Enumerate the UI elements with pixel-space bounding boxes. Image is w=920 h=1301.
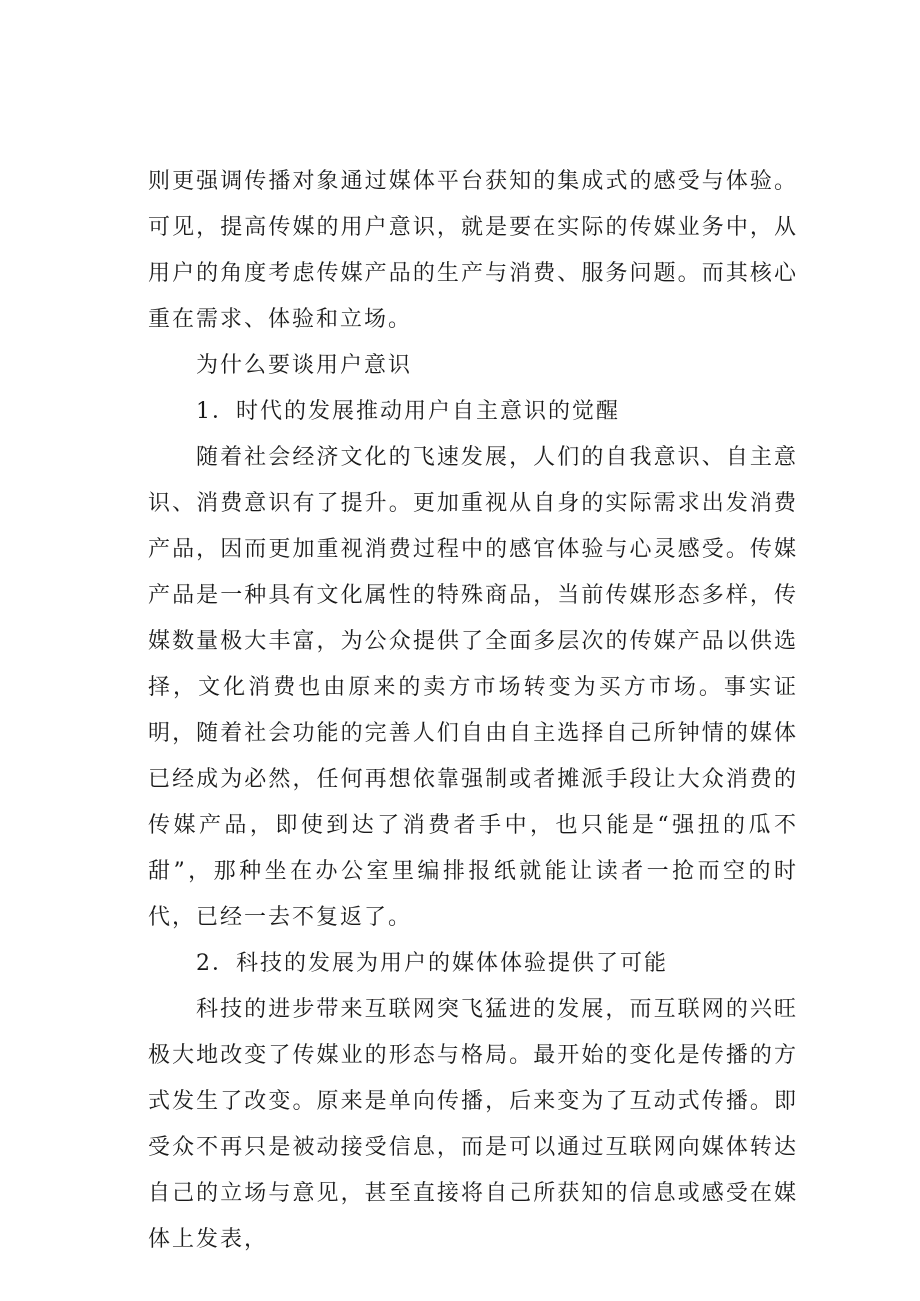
subheading-2: 2．科技的发展为用户的媒体体验提供了可能 bbox=[196, 951, 668, 976]
section-heading: 为什么要谈用户意识 bbox=[196, 353, 413, 378]
document-body bbox=[148, 159, 798, 1263]
paragraph-continuation: 则更强调传播对象通过媒体平台获知的集成式的感受与体验。可见，提高传媒的用户意识，就是要在实际的传媒业务中，从用户的角度考虑传媒产品的生产与消费、服务问题。而其核心重在需求、体验和立场。 bbox=[148, 169, 798, 332]
paragraph-technology-development: 科技的进步带来互联网突飞猛进的发展，而互联网的兴旺极大地改变了传媒业的形态与格局。最开始的变化是传播的方式发生了改变。原来是单向传播，后来变为了互动式传播。即受众不再只是被动接受信息，而是可以通过互联网向媒体转达自己的立场与意见，甚至直接将自己所获知的信息或感受在媒体上发表， bbox=[148, 997, 798, 1252]
paragraph-era-development: 随着社会经济文化的飞速发展，人们的自我意识、自主意识、消费意识有了提升。更加重视从自身的实际需求出发消费产品，因而更加重视消费过程中的感官体验与心灵感受。传媒产品是一种具有文化属性的特殊商品，当前传媒形态多样，传媒数量极大丰富，为公众提供了全面多层次的传媒产品以供选择，文化消费也由原来的卖方市场转变为买方市场。事实证明，随着社会功能的完善人们自由自主选择自己所钟情的媒体已经成为必然，任何再想依靠强制或者摊派手段让大众消费的传媒产品，即使到达了消费者手中，也只能是“强扭的瓜不甜”，那种坐在办公室里编排报纸就能让读者一抢而空的时代，已经一去不复返了。 bbox=[148, 445, 798, 930]
subheading-1: 1．时代的发展推动用户自主意识的觉醒 bbox=[196, 399, 620, 424]
